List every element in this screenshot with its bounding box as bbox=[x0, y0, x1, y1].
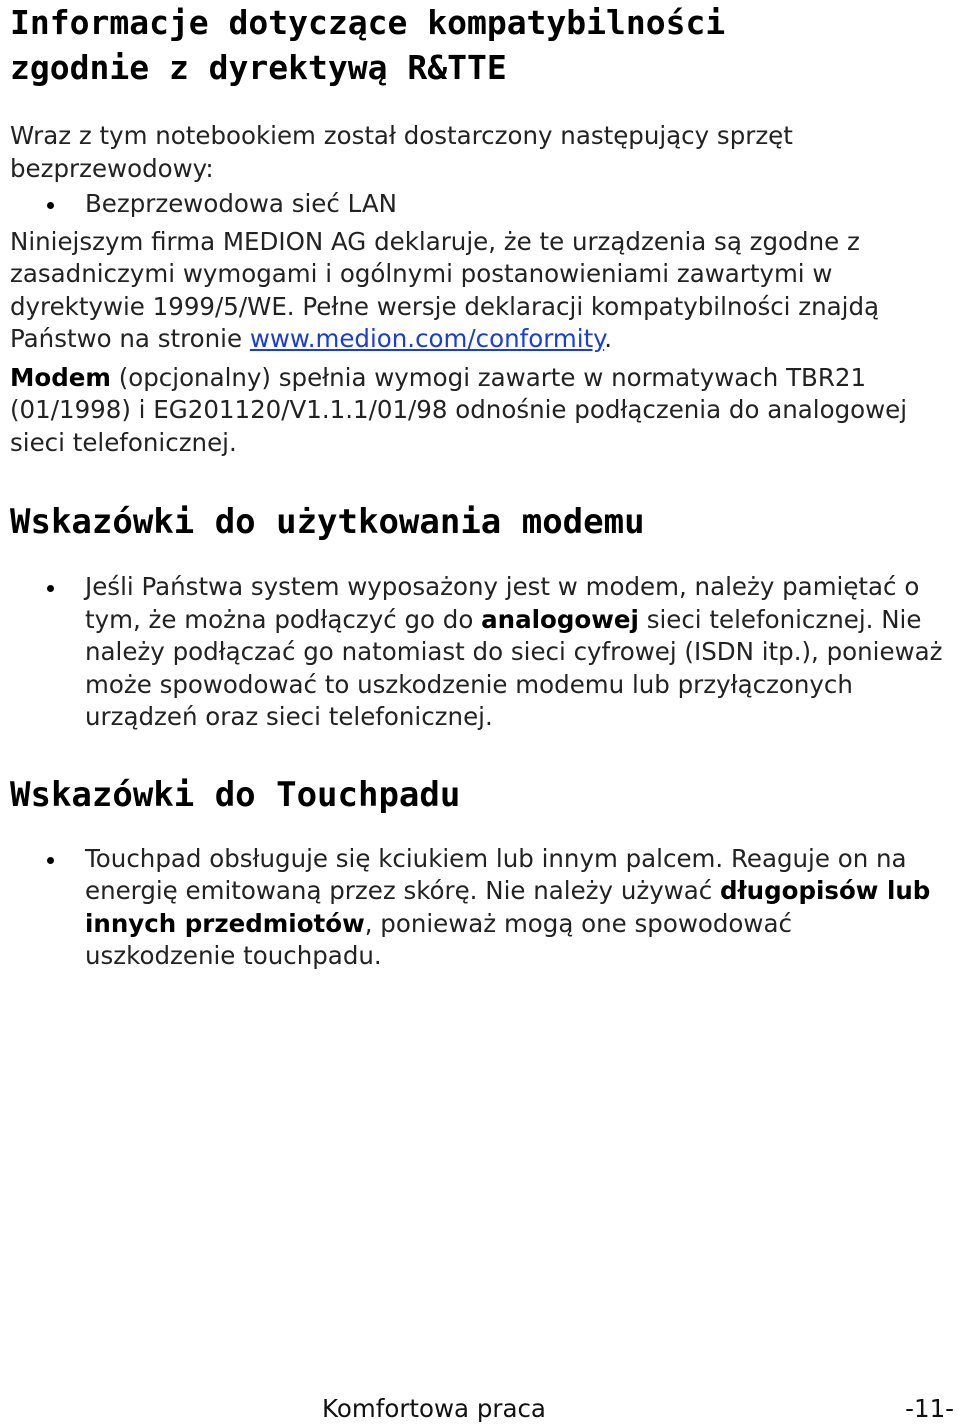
touchpad-guidance-text-2: , ponieważ mogą one spowodować uszkodzenie touchpadu. bbox=[85, 908, 792, 970]
device-list bbox=[10, 188, 950, 221]
declaration-text: Niniejszym firma MEDION AG deklaruje, że te urządzenia są zgodne z zasadniczymi wymogami i ogólnymi postanowieniami zawartymi w dyrektywie 1999/5/WE. Pełne wersje deklaracji kompatybilności znajdą Państwo na stronie bbox=[10, 226, 880, 353]
modem-section-heading: Wskazówki do użytkowania modemu bbox=[10, 502, 645, 542]
touchpad-guidance-list bbox=[10, 843, 950, 973]
page-title bbox=[10, 0, 950, 90]
modem-note-paragraph bbox=[10, 362, 950, 460]
modem-guidance-bold: analogowej bbox=[481, 604, 639, 634]
modem-note-text: (opcjonalny) spełnia wymogi zawarte w normatywach TBR21 (01/1998) i EG201120/V1.1.1/01/98 odnośnie podłączenia do analogowej sieci telefonicznej. bbox=[10, 362, 908, 457]
page-footer bbox=[0, 1392, 960, 1426]
document-page bbox=[10, 0, 950, 973]
list-item bbox=[10, 188, 950, 221]
bullet-icon bbox=[47, 585, 54, 592]
page-title-line-2: zgodnie z dyrektywą R&TTE bbox=[10, 48, 507, 87]
modem-guidance-text-2: sieci telefonicznej. Nie należy podłączać go natomiast do sieci cyfrowej (ISDN itp.), ponieważ może spowodować to uszkodzenie modemu lub przyłączonych urządzeń oraz sieci telefonicznej. bbox=[85, 604, 943, 731]
modem-note-bold: Modem bbox=[10, 362, 111, 392]
device-label: Bezprzewodowa sieć LAN bbox=[85, 189, 397, 218]
footer-section-name: Komfortowa praca bbox=[322, 1394, 546, 1423]
bullet-icon bbox=[47, 202, 54, 209]
declaration-paragraph bbox=[10, 226, 950, 356]
modem-guidance-text-1: Jeśli Państwa system wyposażony jest w modem, należy pamiętać o tym, że można podłączyć go do bbox=[85, 572, 920, 634]
modem-guidance-list bbox=[10, 571, 950, 734]
touchpad-section-heading: Wskazówki do Touchpadu bbox=[10, 774, 461, 815]
intro-paragraph: Wraz z tym notebookiem został dostarczony następujący sprzęt bezprzewodowy: bbox=[10, 121, 793, 183]
declaration-end: . bbox=[604, 324, 612, 353]
page-title-line-1: Informacje dotyczące kompatybilności bbox=[10, 3, 726, 42]
touchpad-guidance-bold: długopisów lub innych przedmiotów bbox=[85, 876, 931, 938]
list-item bbox=[10, 571, 950, 734]
conformity-link[interactable]: www.medion.com/conformity bbox=[249, 324, 605, 353]
bullet-icon bbox=[47, 857, 54, 864]
list-item bbox=[10, 843, 950, 973]
page-number: -11- bbox=[905, 1394, 954, 1423]
touchpad-guidance-text-1: Touchpad obsługuje się kciukiem lub innym palcem. Reaguje on na energię emitowaną przez skórę. Nie należy używać bbox=[85, 843, 907, 905]
